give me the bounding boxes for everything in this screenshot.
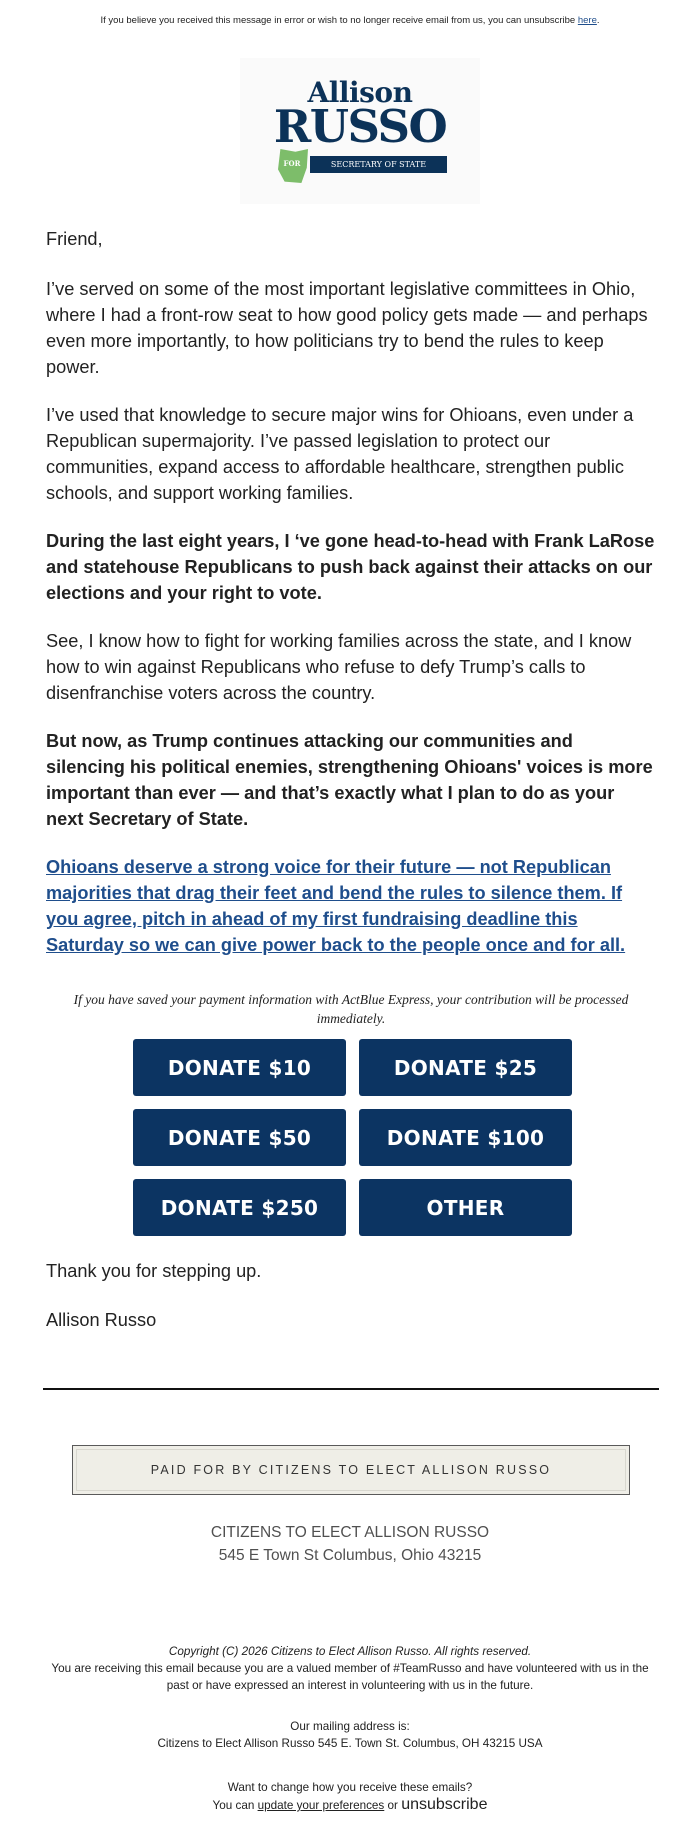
campaign-logo (240, 58, 480, 204)
donate-100-button[interactable]: DONATE $100 (359, 1109, 572, 1166)
unsubscribe-link[interactable]: unsubscribe (401, 1796, 488, 1813)
unsubscribe-notice (0, 15, 700, 26)
unsubscribe-notice-text: If you believe you received this message in error or wish to no longer receive email from us, you can unsubscribe (100, 15, 576, 26)
subscription-reason: You are receiving this email because you are a valued member of #TeamRusso and have volunteered with us in the past or have expressed an interest in volunteering with us in the future. (51, 1662, 649, 1692)
donate-10-button[interactable]: DONATE $10 (133, 1039, 346, 1096)
change-question: Want to change how you receive these emails? (227, 1781, 473, 1794)
preferences-line (40, 1796, 660, 1814)
unsubscribe-notice-end: . (596, 15, 600, 26)
donate-250-button[interactable]: DONATE $250 (133, 1179, 346, 1236)
logo-office: SECRETARY OF STATE (310, 156, 447, 173)
donate-25-button[interactable]: DONATE $25 (359, 1039, 572, 1096)
thanks-line: Thank you for stepping up. (46, 1261, 262, 1281)
section-divider (43, 1388, 659, 1390)
copyright: Copyright (C) 2026 Citizens to Elect Allison Russo. All rights reserved. (168, 1645, 532, 1658)
footer (40, 1643, 660, 1694)
update-preferences-link[interactable]: update your preferences (257, 1799, 385, 1812)
donate-50-button[interactable]: DONATE $50 (133, 1109, 346, 1166)
you-can-text: You can (212, 1799, 255, 1812)
paragraph-1: I’ve served on some of the most important legislative committees in Ohio, where I had a front-row seat to how good policy gets made — and perhaps even more importantly, to how politicians try to bend the rules to keep power. (46, 279, 648, 377)
or-text: or (387, 1799, 398, 1812)
preferences-block (40, 1779, 660, 1814)
org-address: 545 E Town St Columbus, Ohio 43215 (218, 1547, 482, 1564)
donate-other-button[interactable]: OTHER (359, 1179, 572, 1236)
mailing-label: Our mailing address is: (290, 1720, 410, 1733)
greeting: Friend, (46, 229, 103, 249)
signature: Allison Russo (46, 1310, 157, 1330)
logo-for: FOR (283, 159, 301, 168)
org-name: CITIZENS TO ELECT ALLISON RUSSO (210, 1524, 490, 1541)
unsubscribe-here-link[interactable]: here (577, 15, 597, 26)
paragraph-5: But now, as Trump continues attacking our communities and silencing his political enemies, strengthening Ohioans' voices is more important than ever — and that’s exactly what I plan to do as your next Secretary of State. (46, 731, 653, 829)
mailing-block (40, 1718, 660, 1752)
donate-link-paragraph[interactable]: Ohioans deserve a strong voice for their future — not Republican majorities that drag their feet and bend the rules to silence them. If you agree, pitch in ahead of my first fundraising deadline this Saturday so we can give power back to the people once and for all. (46, 857, 626, 955)
paragraph-3: During the last eight years, I ‘ve gone head-to-head with Frank LaRose and statehouse Republicans to push back against their attacks on our elections and your right to vote. (46, 531, 655, 603)
mailing-address: Citizens to Elect Allison Russo 545 E. Town St. Columbus, OH 43215 USA (157, 1737, 543, 1750)
logo-first-name: Allison (307, 76, 413, 109)
logo-last-name: RUSSO (273, 100, 447, 153)
paid-for-disclaimer: PAID FOR BY CITIZENS TO ELECT ALLISON RUSSO (72, 1445, 630, 1495)
paragraph-2: I’ve used that knowledge to secure major wins for Ohioans, even under a Republican supermajority. I’ve passed legislation to protect our communities, expand access to affordable healthcare, strengthen public schools, and support working families. (46, 405, 634, 503)
actblue-note: If you have saved your payment information with ActBlue Express, your contribution will be processed immediately. (73, 992, 629, 1026)
paragraph-4: See, I know how to fight for working families across the state, and I know how to win against Republicans who refuse to defy Trump’s calls to disenfranchise voters across the country. (46, 631, 632, 703)
